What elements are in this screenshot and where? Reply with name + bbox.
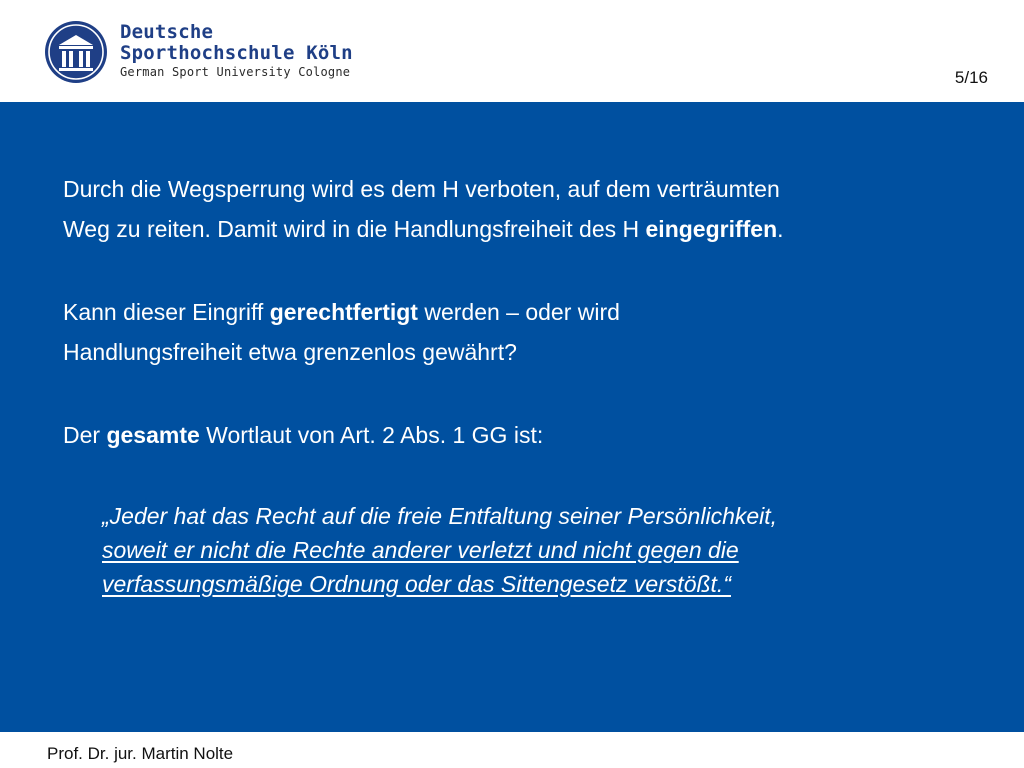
paragraph-line [63, 415, 543, 455]
text-span: Kann dieser Eingriff [63, 299, 270, 325]
paragraph-line [63, 332, 620, 372]
slide-header [0, 0, 1024, 102]
bold-term: gerechtfertigt [269, 299, 418, 325]
bold-term: eingegriffen [645, 216, 778, 242]
paragraph-wording [63, 415, 543, 455]
quote-line-2: soweit er nicht die Rechte anderer verletzt und nicht gegen die [102, 537, 739, 563]
logo-line-2: Sporthochschule Köln [120, 42, 353, 64]
logo-line-1: Deutsche [120, 21, 214, 43]
text-span: Handlungsfreiheit etwa grenzenlos gewährt? [63, 339, 517, 365]
page-number: 5/16 [954, 68, 988, 87]
slide-footer [0, 732, 1024, 768]
paragraph-line [63, 292, 620, 332]
logo-line-3: German Sport University Cologne [120, 65, 351, 79]
paragraph-line [63, 169, 784, 209]
bold-term: gesamte [106, 422, 200, 448]
text-span: Weg zu reiten. Damit wird in die Handlungsfreiheit des H [63, 216, 646, 242]
quote-line-3: verfassungsmäßige Ordnung oder das Sittengesetz verstößt.“ [102, 571, 731, 597]
author-name: Prof. Dr. jur. Martin Nolte [47, 744, 234, 763]
law-quote [102, 499, 777, 601]
institution-logo-text [120, 22, 353, 80]
slide-content [0, 102, 1024, 732]
paragraph-line [63, 209, 784, 249]
text-span: Wortlaut von Art. 2 Abs. 1 GG ist: [199, 422, 544, 448]
text-span: . [777, 216, 784, 242]
text-span: werden – oder wird [417, 299, 620, 325]
text-span: Der [63, 422, 107, 448]
text-span: Durch die Wegsperrung wird es dem H verboten, auf dem verträumten [63, 176, 780, 202]
paragraph-justification [63, 292, 620, 372]
paragraph-intervention [63, 169, 784, 249]
columned-building-icon [44, 20, 108, 84]
quote-line-1: „Jeder hat das Recht auf die freie Entfaltung seiner Persönlichkeit, [102, 503, 778, 529]
